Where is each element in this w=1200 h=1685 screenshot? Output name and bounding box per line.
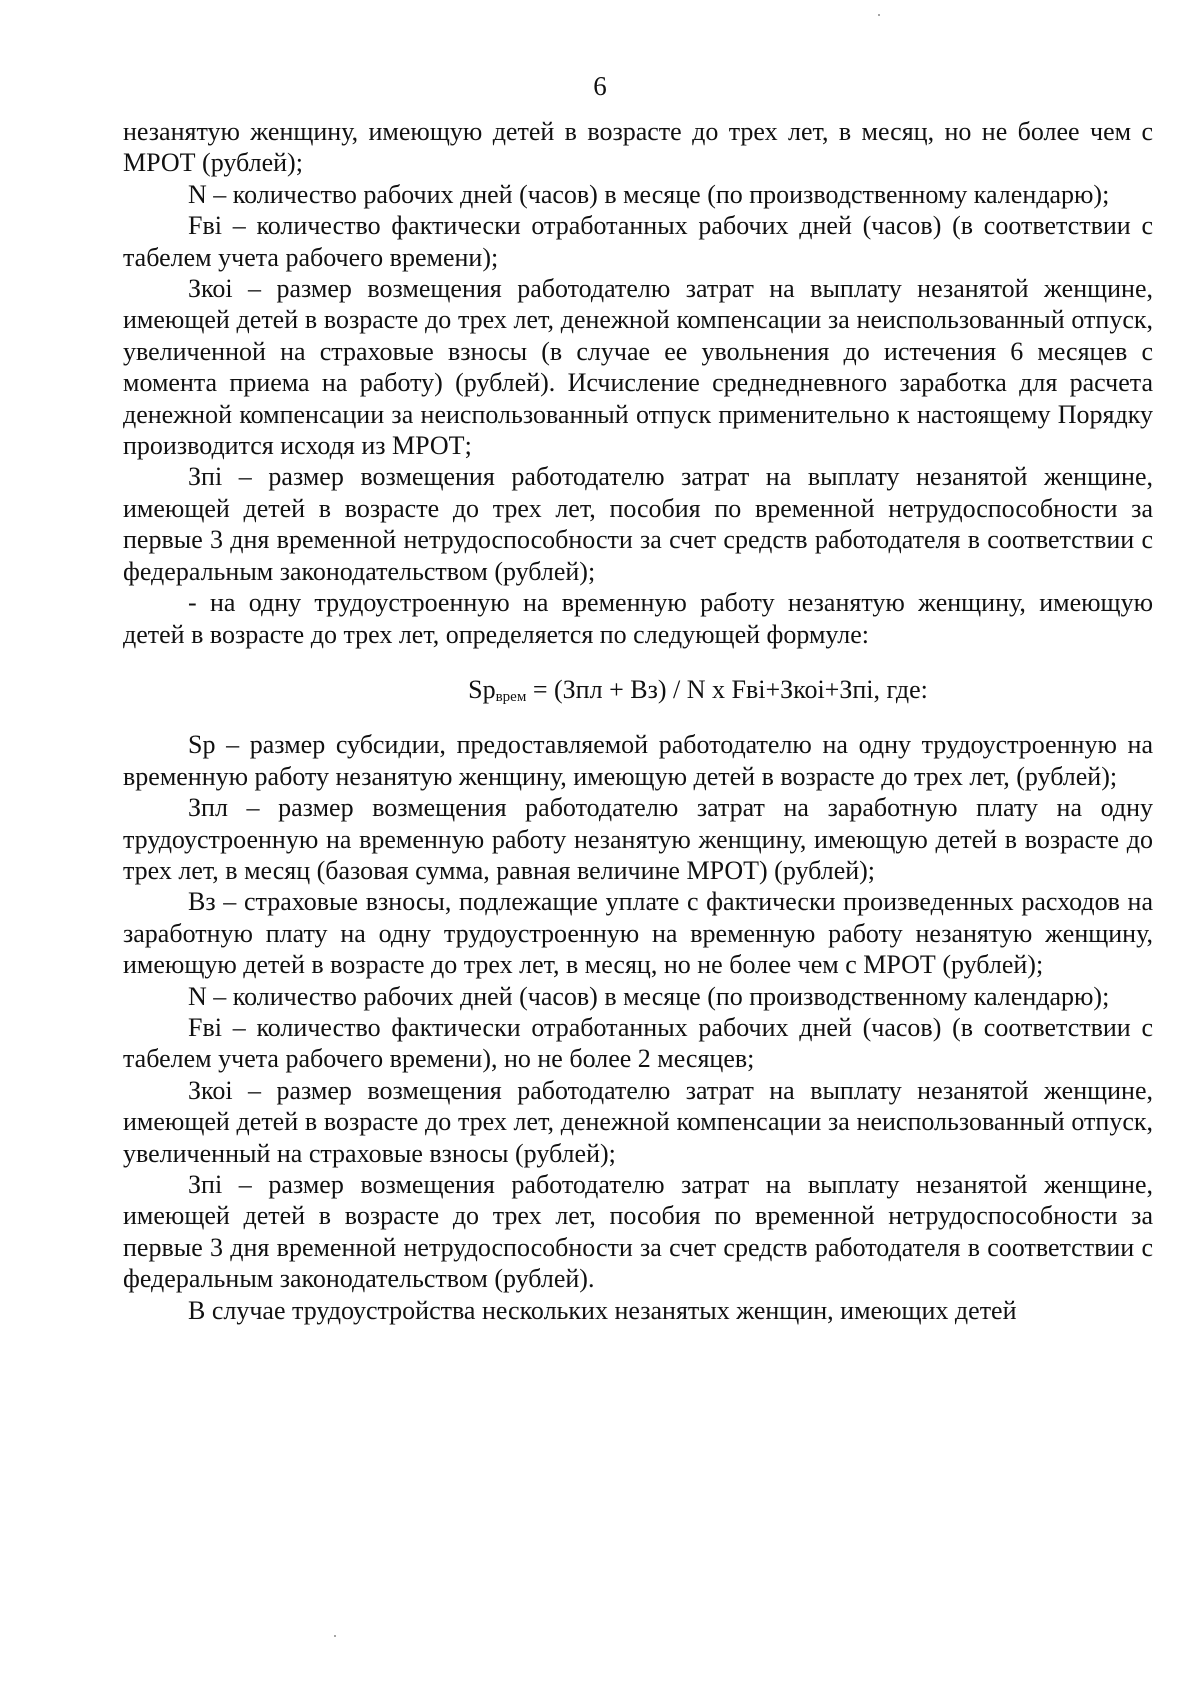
page-number: 6 <box>593 71 607 101</box>
definition-sp: Sp – размер субсидии, предоставляемой работодателю на одну трудоустроенную на временную работу незанятую женщину, имеющую детей в возрасте до трех лет, (рублей); <box>123 730 1153 791</box>
definition-zkoi-2: Зкоi – размер возмещения работодателю затрат на выплату незанятой женщине, имеющей детей в возрасте до трех лет, денежной компенсации за неиспользованный отпуск, увеличенный на страховые взносы (рублей); <box>123 1075 1153 1168</box>
formula-rhs: = (Зпл + Вз) / N x Fвi+Зкоi+Зпi, где: <box>526 674 928 704</box>
definition-fvi: Fвi – количество фактически отработанных рабочих дней (часов) (в соответствии с табелем учета рабочего времени); <box>123 211 1153 272</box>
definition-zpl: Зпл – размер возмещения работодателю затрат на заработную плату на одну трудоустроенную на временную работу незанятую женщину, имеющую детей в возрасте до трех лет, в месяц (базовая сумма, равная величине МРОТ) (рублей); <box>123 793 1153 885</box>
document-body <box>123 116 1153 1326</box>
paragraph-continuation: незанятую женщину, имеющую детей в возрасте до трех лет, в месяц, но не более чем с МРОТ (рублей); <box>123 117 1153 178</box>
definition-zpi-2: Зпi – размер возмещения работодателю затрат на выплату незанятой женщине, имеющей детей в возрасте до трех лет, пособия по временной нетрудоспособности за первые 3 дня временной нетрудоспособности за счет средств работодателя в соответствии с федеральным законодательством (рублей). <box>123 1170 1153 1294</box>
scan-speck <box>334 1635 336 1637</box>
closing-paragraph: В случае трудоустройства нескольких незанятых женщин, имеющих детей <box>188 1295 1017 1325</box>
definition-zpi: Зпi – размер возмещения работодателю затрат на выплату незанятой женщине, имеющей детей в возрасте до трех лет, пособия по временной нетрудоспособности за первые 3 дня временной нетрудоспособности за счет средств работодателя в соответствии с федеральным законодательством (рублей); <box>123 462 1153 586</box>
definition-vz: Вз – страховые взносы, подлежащие уплате с фактически произведенных расходов на заработную плату на одну трудоустроенную на временную работу незанятую женщину, имеющую детей в возрасте до трех лет, в месяц, но не более чем с МРОТ (рублей); <box>123 887 1153 980</box>
formula-lhs-subscript: врем <box>495 688 527 705</box>
definition-n-2: N – количество рабочих дней (часов) в месяце (по производственному календарю); <box>188 981 1110 1011</box>
formula-intro: - на одну трудоустроенную на временную работу незанятую женщину, имеющую детей в возрасте до трех лет, определяется по следующей формуле: <box>123 588 1153 649</box>
definition-n: N – количество рабочих дней (часов) в месяце (по производственному календарю); <box>188 179 1110 209</box>
formula-lhs: Sp <box>468 674 496 704</box>
scan-speck <box>878 14 880 16</box>
definition-fvi-2: Fвi – количество фактически отработанных рабочих дней (часов) (в соответствии с табелем учета рабочего времени), но не более 2 месяцев; <box>123 1012 1153 1074</box>
formula <box>123 674 1153 705</box>
definition-zkoi: Зкоi – размер возмещения работодателю затрат на выплату незанятой женщине, имеющей детей в возрасте до трех лет, денежной компенсации за неиспользованный отпуск, увеличенной на страховые взносы (в случае ее увольнения до истечения 6 месяцев с момента приема на работу) (рублей). Исчисление среднедневного заработка для расчета денежной компенсации за неиспользованный отпуск применительно к настоящему Порядку производится исходя из МРОТ; <box>123 274 1153 461</box>
